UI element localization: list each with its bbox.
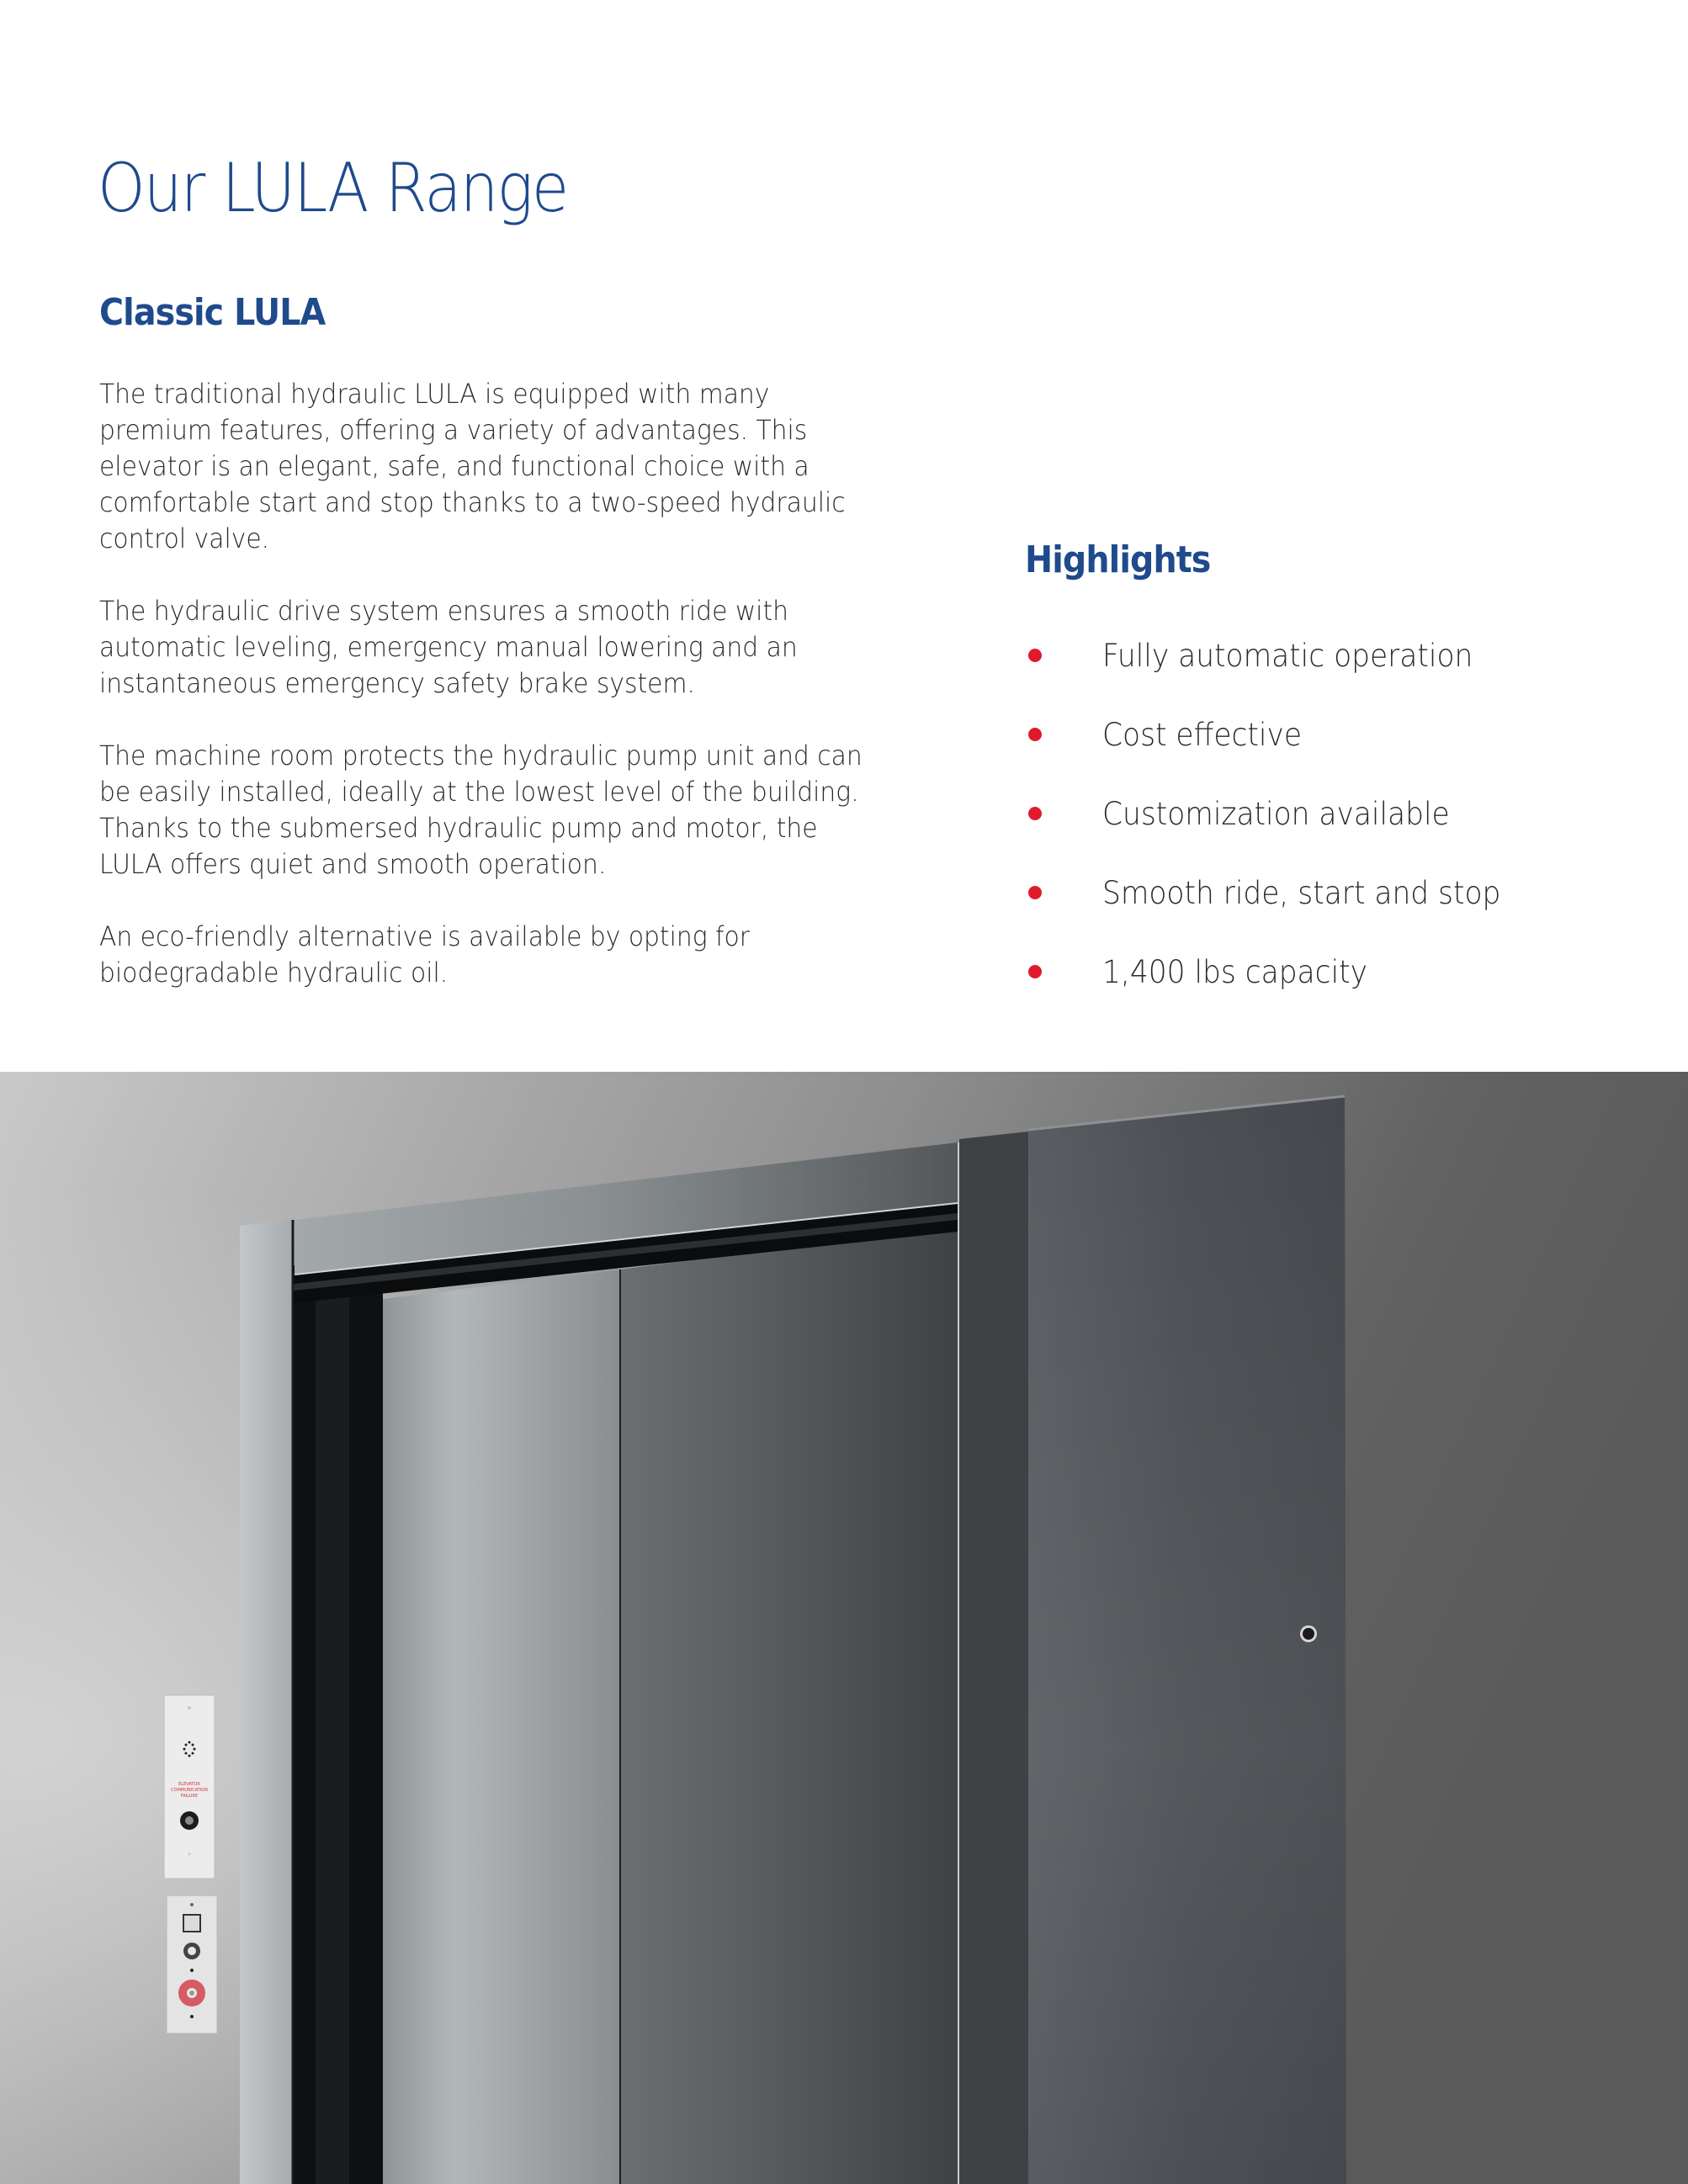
text-line: The hydraulic drive system ensures a smooth ride with — [99, 595, 788, 627]
paragraph-drive-system — [99, 593, 929, 702]
text-line: be easily installed, ideally at the lowest level of the building. — [99, 776, 859, 808]
text-line: instantaneous emergency safety brake system. — [99, 667, 695, 699]
panel-label-line: FAILURE — [180, 1794, 199, 1799]
bullet-dot-icon — [1028, 965, 1042, 978]
right-door-panel — [620, 1226, 958, 2184]
text-line: comfortable start and stop thanks to a two-speed hydraulic — [99, 486, 846, 518]
section-title-classic-lula: Classic LULA — [99, 291, 326, 334]
text-line: control valve. — [99, 522, 270, 554]
highlight-text: Cost effective — [1102, 717, 1302, 753]
panel-label-line: COMMUNICATION — [171, 1788, 208, 1793]
text-line: premium features, offering a variety of advantages. This — [99, 414, 808, 446]
elevator-photo — [0, 1072, 1688, 2184]
bullet-dot-icon — [1028, 728, 1042, 741]
emergency-communication-panel — [164, 1695, 215, 1879]
highlight-text: Fully automatic operation — [1102, 638, 1473, 674]
highlight-text: Customization available — [1102, 796, 1450, 832]
highlight-text: 1,400 lbs capacity — [1102, 954, 1367, 990]
text-line: elevator is an elegant, safe, and functional choice with a — [99, 450, 809, 482]
panel-label-line: ELEVATOR — [178, 1782, 200, 1787]
highlights-title: Highlights — [1025, 538, 1211, 581]
left-door-jamb — [240, 1220, 292, 2184]
page-title: Our LULA Range — [98, 149, 568, 227]
paragraph-eco-friendly — [99, 919, 929, 991]
highlight-text: Smooth ride, start and stop — [1102, 875, 1501, 911]
key-switch-icon[interactable] — [183, 1915, 200, 1932]
text-line: The machine room protects the hydraulic pump unit and can — [99, 739, 863, 771]
paragraph-intro — [99, 376, 929, 557]
elevator-illustration — [0, 1072, 1688, 2184]
paragraph-machine-room — [99, 738, 929, 883]
call-button-panel — [167, 1895, 217, 2033]
text-line: automatic leveling, emergency manual lowering and an — [99, 631, 798, 663]
text-line: The traditional hydraulic LULA is equipped with many — [99, 378, 770, 410]
text-line: Thanks to the submersed hydraulic pump and motor, the — [99, 812, 818, 844]
bullet-dot-icon — [1028, 807, 1042, 820]
bullet-dot-icon — [1028, 649, 1042, 662]
left-door-panel — [383, 1270, 620, 2184]
text-line: biodegradable hydraulic oil. — [99, 957, 449, 989]
right-door-jamb — [959, 1132, 1028, 2184]
text-line: LULA offers quiet and smooth operation. — [99, 848, 607, 880]
bullet-dot-icon — [1028, 886, 1042, 899]
description-body — [99, 376, 929, 1027]
text-line: An eco-friendly alternative is available by opting for — [99, 920, 750, 952]
